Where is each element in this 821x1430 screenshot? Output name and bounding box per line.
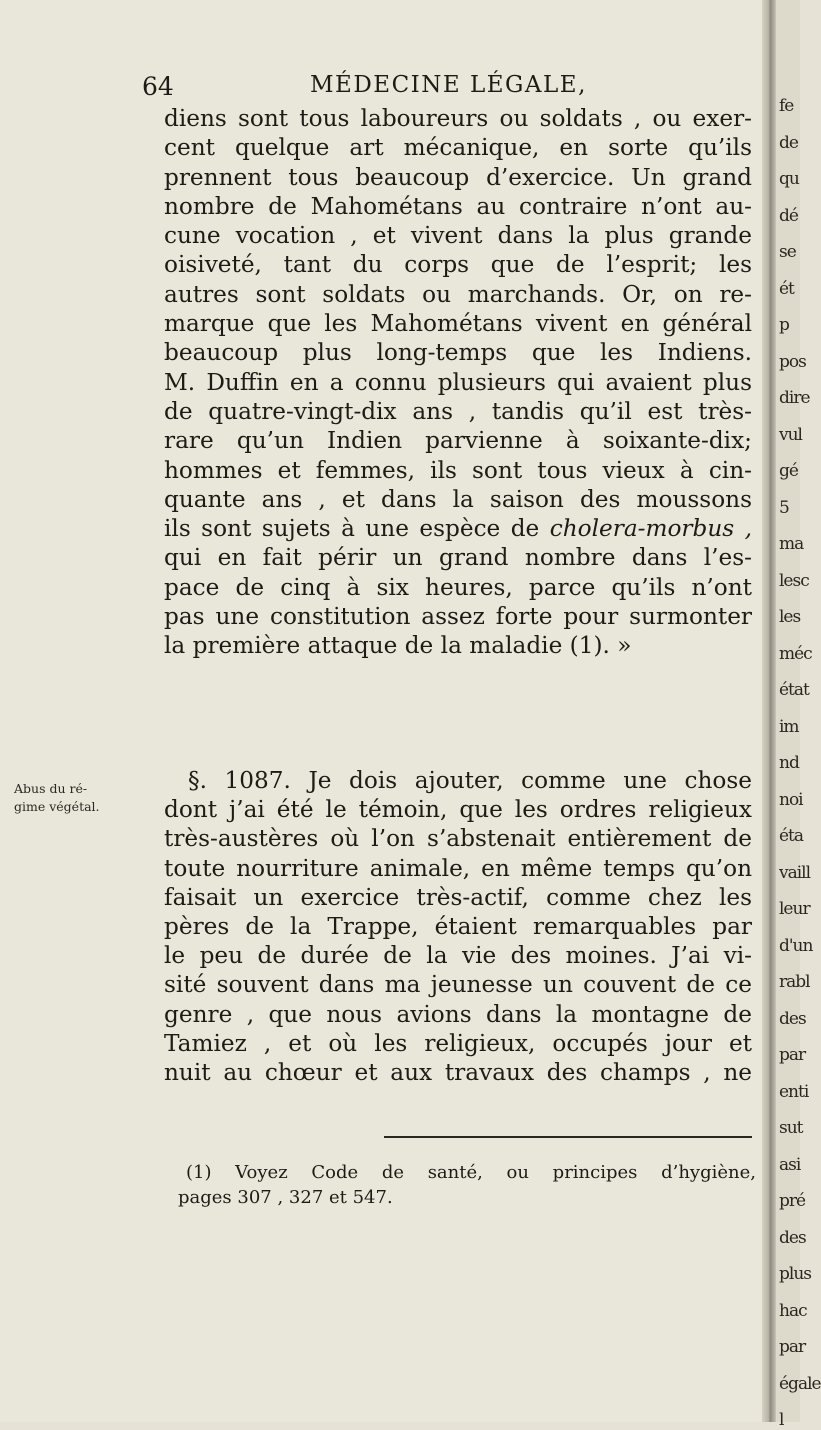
adjacent-page-fragment: l [779,1410,784,1430]
margin-note-line: Abus du ré- [14,781,88,796]
adjacent-page-edge [776,0,821,1430]
adjacent-page-fragment: dire [779,388,810,408]
adjacent-page-fragment: d'un [779,935,813,956]
adjacent-page-fragment: rabl [779,972,810,992]
adjacent-page-fragment: fe [779,96,794,116]
adjacent-page-fragment: ma [779,534,804,554]
footnote-line: (1) Voyez Code de santé, ou principes d’hygiène, [186,1162,756,1183]
text-line: diens sont tous laboureurs ou soldats , ou exer- [164,105,752,132]
text-line: autres sont soldats ou marchands. Or, on re- [164,280,752,308]
adjacent-page-fragment: asi [779,1154,801,1175]
adjacent-page-fragment: ét [779,278,794,299]
adjacent-page-fragment: se [779,242,796,262]
adjacent-page-fragment: gé [779,461,798,481]
adjacent-page-fragment: pos [779,351,806,372]
adjacent-page-fragment: enti [779,1081,809,1102]
text-line: §. 1087. Je dois ajouter, comme une chose [188,767,752,794]
adjacent-page-fragment: par [779,1045,806,1065]
adjacent-page-fragment: égale [779,1373,821,1394]
adjacent-page-fragment: dé [779,205,798,226]
adjacent-page-fragment: plus [779,1264,811,1284]
adjacent-page-fragment: méc [779,643,812,664]
adjacent-page-fragment: par [779,1337,806,1357]
page-header [142,72,752,108]
book-gutter [762,0,776,1422]
paragraph-1 [164,104,752,661]
adjacent-page-fragment: pré [779,1191,806,1211]
adjacent-page-fragment: des [779,1227,806,1248]
adjacent-page-fragment: des [779,1008,806,1029]
text-line: M. Duffin en a connu plusieurs qui avaient plus [164,368,752,396]
text-line: dont j’ai été le témoin, que les ordres religieux [164,796,752,824]
adjacent-page-fragment: noi [779,789,803,810]
running-title: MÉDECINE LÉGALE, [310,72,587,98]
adjacent-page-fragment: im [779,716,799,737]
text-line: très-austères où l’on s’abstenait entièrement de [164,825,752,853]
text-line: rare qu’un Indien parvienne à soixante-dix; [164,427,752,455]
text-line: marque que les Mahométans vivent en général [164,310,752,338]
adjacent-page-fragment: vaill [779,862,811,883]
text-line: oisiveté, tant du corps que de l’esprit; les [164,251,752,279]
text-line: pace de cinq à six heures, parce qu’ils n’ont [164,573,752,601]
text-line: cune vocation , et vivent dans la plus grande [164,222,752,250]
italic-term: cholera-morbus , [549,515,752,543]
text-line: pères de la Trappe, étaient remarquables par [164,912,752,940]
adjacent-page-fragment: état [779,680,809,700]
text-line: quante ans , et dans la saison des moussons [164,485,752,513]
text-line: genre , que nous avions dans la montagne de [164,1000,752,1028]
adjacent-page-fragment: les [779,607,801,627]
text-line: sité souvent dans ma jeunesse un couvent de ce [164,971,752,999]
adjacent-page-fragment: p [779,315,789,335]
text-line: Tamiez , et où les religieux, occupés jour et [164,1029,752,1057]
adjacent-page-fragment: de [779,132,798,153]
text-line: qui en fait périr un grand nombre dans l’es- [164,544,752,572]
margin-note [14,780,162,816]
paragraph-2 [164,766,752,1087]
text-line: beaucoup plus long-temps que les Indiens. [164,339,752,367]
text-line: le peu de durée de la vie des moines. J’ai vi- [164,942,752,970]
text-line: pas une constitution assez forte pour surmonter [164,603,752,631]
footnote [178,1160,756,1210]
text-line-with-italic [164,514,752,543]
adjacent-page-fragment: hac [779,1300,807,1321]
adjacent-page-fragment: sut [779,1118,803,1138]
adjacent-page-fragment: leur [779,899,810,919]
page-number: 64 [142,72,174,101]
adjacent-page-fragment: nd [779,753,799,773]
text-line: faisait un exercice très-actif, comme chez les [164,883,752,911]
adjacent-page-fragment: lesc [779,570,809,591]
text-line: hommes et femmes, ils sont tous vieux à cin- [164,456,752,484]
margin-note-line: gime végétal. [14,799,100,814]
text-line: la première attaque de la maladie (1). » [164,632,632,660]
text-line: prennent tous beaucoup d’exercice. Un grand [164,163,752,191]
text-line: de quatre-vingt-dix ans , tandis qu’il est très- [164,397,752,425]
text-segment: ils sont sujets à une espèce de [164,515,540,543]
text-line: toute nourriture animale, en même temps qu’on [164,854,752,882]
footnote-line: pages 307 , 327 et 547. [178,1187,393,1208]
adjacent-page-fragment: éta [779,826,804,846]
adjacent-page-fragment: 5 [779,497,789,518]
footnote-divider [384,1136,752,1138]
adjacent-page-fragment: qu [779,169,799,189]
text-line: nombre de Mahométans au contraire n’ont au- [164,192,752,220]
text-line: cent quelque art mécanique, en sorte qu’ils [164,134,752,162]
adjacent-page-fragment: vul [779,424,802,445]
text-line: nuit au chœur et aux travaux des champs , ne [164,1058,752,1086]
